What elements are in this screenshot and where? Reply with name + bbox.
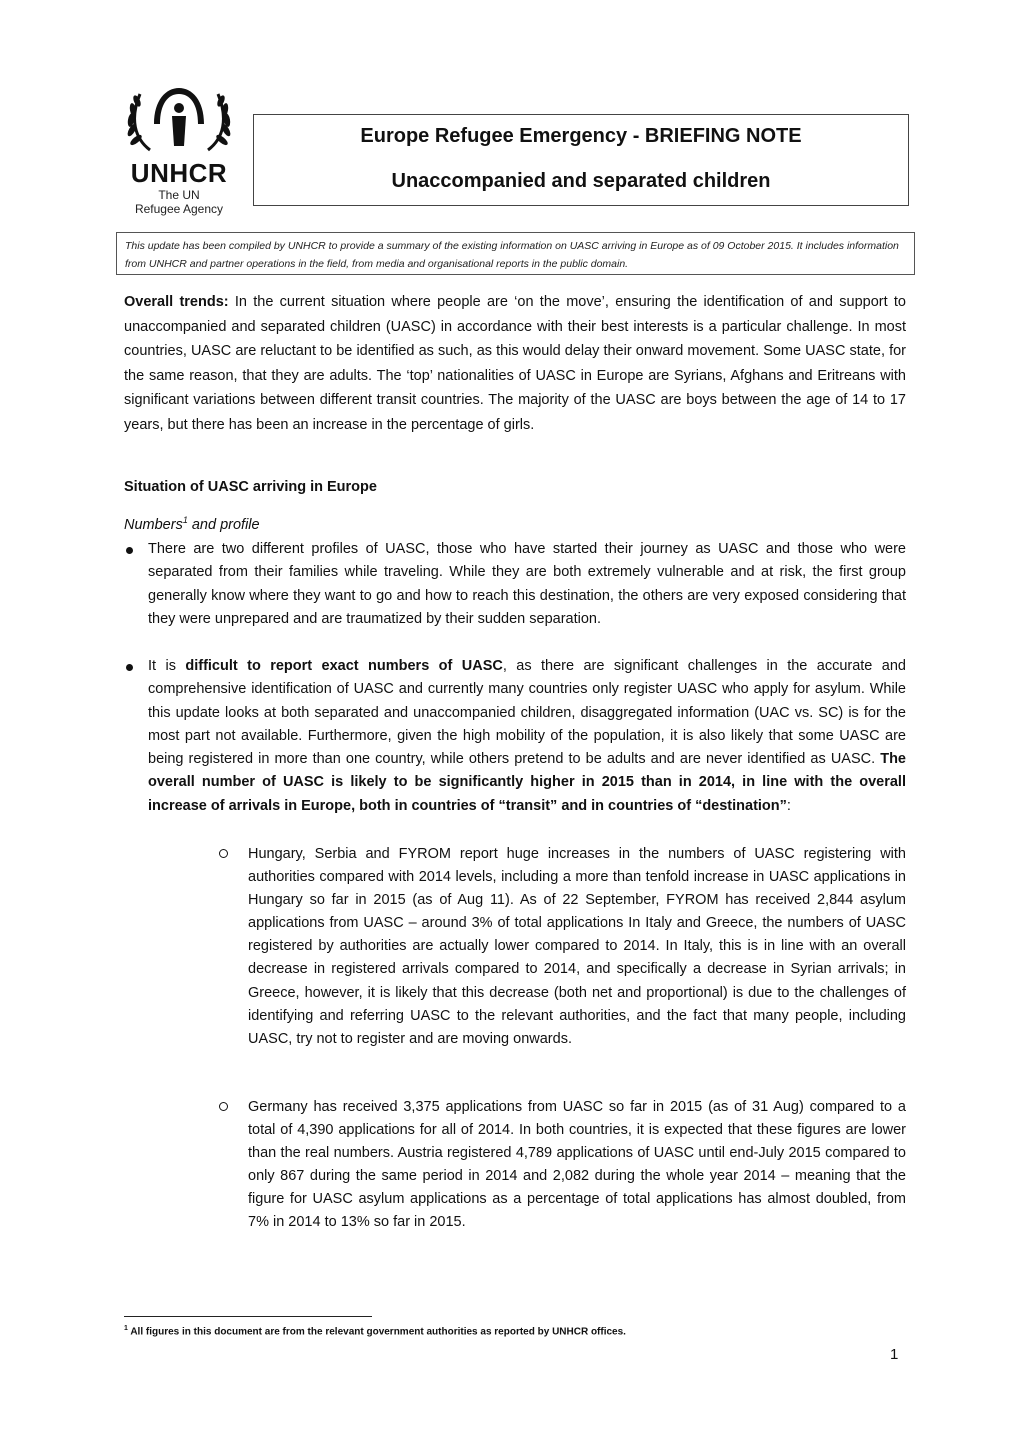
document-title: Europe Refugee Emergency - BRIEFING NOTE xyxy=(360,125,802,147)
footnote-text: All figures in this document are from the relevant government authorities as reported by UNHCR offices. xyxy=(127,1326,626,1338)
list-item xyxy=(124,655,906,841)
overall-trends-label: Overall trends: xyxy=(124,294,229,310)
intro-note: This update has been compiled by UNHCR to provide a summary of the existing information on UASC arriving in Europe as of 09 October 2015. It includes information from UNHCR and partner operations in the field, from media and organisational reports in the public domain. xyxy=(116,232,915,275)
document-subtitle: Unaccompanied and separated children xyxy=(391,170,771,192)
sub-bullet-text: Hungary, Serbia and FYROM report huge increases in the numbers of UASC registering with authorities compared with 2014 levels, including a more than tenfold increase in UASC applications in Hungary so far in 2015 (as of Aug 11). As of 22 September, FYROM has received 2,844 asylum applications from UASC – around 3% of total applications In Italy and Greece, the numbers of UASC registered by authorities are actually lower compared to 2014. In Italy, this is in line with an overall decrease in registered arrivals compared to 2014, and specifically a decrease in Syrian arrivals; in Greece, however, it is likely that this decrease (both net and proportional) is due to the challenges of identifying and referring UASC to the relevant authorities, and the fact that many people, including UASC, try not to register and are moving onwards. xyxy=(248,846,906,1047)
bullet-list xyxy=(124,538,906,841)
list-item xyxy=(124,538,906,655)
footnote-ref-marker[interactable]: 1 xyxy=(182,515,188,525)
bullet-bold-text: The overall number of UASC is likely to be significantly higher in 2015 than in 2014, in line with the overall increase of arrivals in Europe, both in countries of “transit” and in countries of “destination” xyxy=(148,751,906,814)
logo-tagline xyxy=(120,188,238,216)
bullet-text: There are two different profiles of UASC, those who have started their journey as UASC and those who were separated from their families while traveling. While they are both extremely vulnerable and at risk, the first group generally know where they want to go and how to reach this destination, the others are very exposed considering that they were unprepared and are traumatized by their sudden separation. xyxy=(148,541,906,627)
unhcr-logo xyxy=(120,84,238,218)
bullet-bold-text: difficult to report exact numbers of UASC xyxy=(185,658,503,674)
overall-trends-text: In the current situation where people are ‘on the move’, ensuring the identification of and support to unaccompanied and separated children (UASC) in accordance with their best interests is a particular challenge. In most countries, UASC are reluctant to be identified as such, as this would delay their onward movement. Some UASC state, for the same reason, that they are adults. The ‘top’ nationalities of UASC in Europe are Syrians, Afghans and Eritreans with significant variations between different transit countries. The majority of the UASC are boys between the age of 14 to 17 years, but there has been an increase in the percentage of girls. xyxy=(124,294,906,433)
logo-wordmark: UNHCR xyxy=(130,158,228,188)
list-item xyxy=(216,1096,906,1235)
subheading-text-after: and profile xyxy=(187,516,260,533)
logo-tagline-line1: The UN xyxy=(158,188,200,202)
footnote-divider xyxy=(124,1316,372,1317)
bullet-icon xyxy=(126,547,133,554)
circle-bullet-icon xyxy=(219,849,228,858)
sub-bullet-list xyxy=(216,1096,906,1235)
list-item xyxy=(216,843,906,1051)
bullet-text-end: : xyxy=(786,797,791,814)
subheading-text-before: Numbers xyxy=(124,516,183,533)
bullet-text-mid: , as there are significant challenges in the accurate and comprehensive identification of UASC and currently many countries only register UASC who apply for asylum. While this update looks at both separated and unaccompanied children, disaggregated information (UAC vs. SC) is for the most part not available. Furthermore, given the high mobility of the population, it is also likely that some UASC are being registered in more than one country, while others pretend to be adults and are never identified as UASC. xyxy=(148,658,906,768)
page-number: 1 xyxy=(890,1346,899,1363)
section-heading: Situation of UASC arriving in Europe xyxy=(124,479,377,495)
logo-tagline-line2: Refugee Agency xyxy=(134,202,224,216)
footnote-marker: 1 xyxy=(124,1325,128,1332)
overall-trends-paragraph xyxy=(124,290,906,437)
unhcr-emblem-icon xyxy=(120,84,238,156)
footnote xyxy=(124,1325,626,1337)
bullet-icon xyxy=(126,664,133,671)
subheading-numbers-profile xyxy=(124,515,260,533)
title-box xyxy=(253,114,909,206)
bullet-text-pre: It is xyxy=(148,658,186,674)
sub-bullet-list xyxy=(216,843,906,1051)
circle-bullet-icon xyxy=(219,1102,228,1111)
sub-bullet-text: Germany has received 3,375 applications from UASC so far in 2015 (as of 31 Aug) compared to a total of 4,390 applications for all of 2014. In both countries, it is expected that these figures are lower than the real numbers. Austria registered 4,789 applications of UASC until end-July 2015 compared to only 867 during the same period in 2014 and 2,082 during the whole year 2014 – meaning that the figure for UASC asylum applications as a percentage of total applications has almost doubled, from 7% in 2014 to 13% so far in 2015. xyxy=(248,1099,906,1231)
